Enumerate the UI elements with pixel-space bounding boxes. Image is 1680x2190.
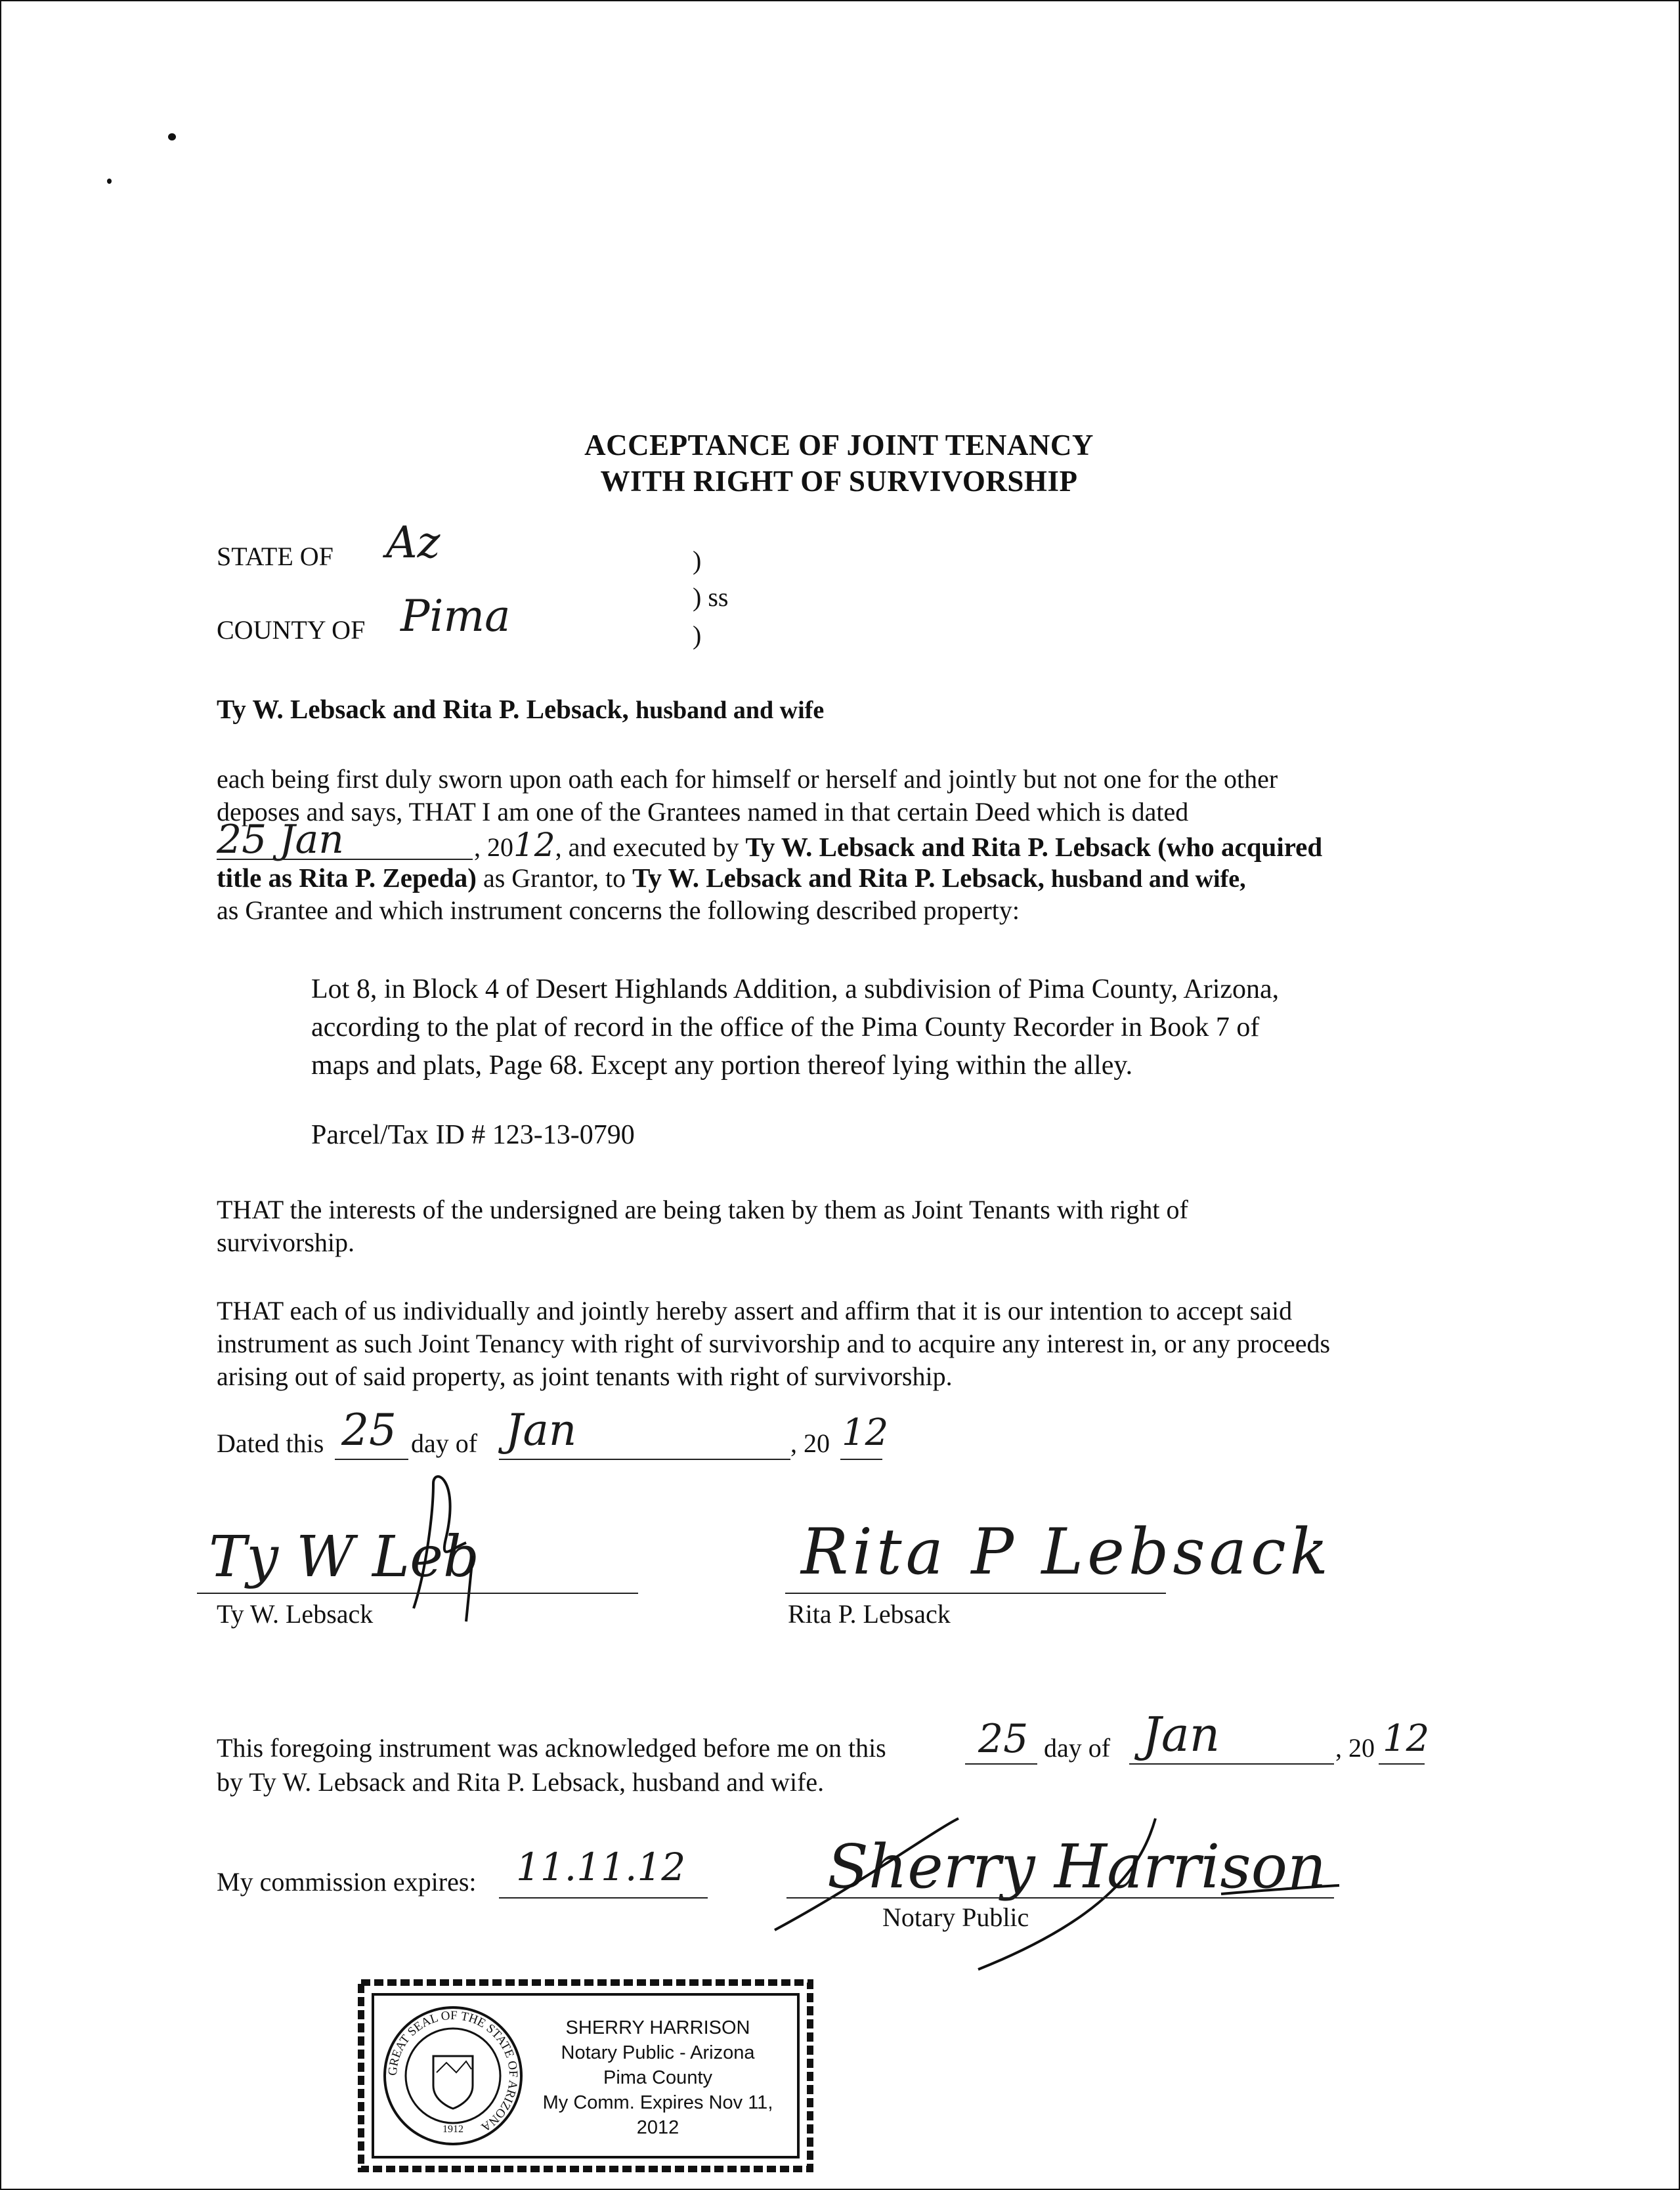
- title-acquired-as: title as Rita P. Zepeda): [217, 863, 477, 893]
- clause2-line-2: instrument as such Joint Tenancy with right of survivorship and to acquire any interest in, or any proceeds: [217, 1329, 1331, 1358]
- property-line-2: according to the plat of record in the office of the Pima County Recorder in Book 7 of: [311, 1012, 1260, 1042]
- body-line-1: each being first duly sworn upon oath each for himself or herself and jointly but not one for the other: [217, 764, 1278, 794]
- stamp-notary-title: Notary Public - Arizona: [561, 2042, 755, 2063]
- venue-paren-bottom: ): [693, 620, 702, 650]
- arizona-seal: [381, 2004, 525, 2148]
- stamp-county: Pima County: [603, 2067, 712, 2088]
- dated-day-handwritten: 25: [341, 1405, 397, 1455]
- ack-year-underline: [1379, 1763, 1425, 1765]
- ack-day-of: day of: [1044, 1733, 1111, 1763]
- clause1-line-2: survivorship.: [217, 1228, 355, 1257]
- property-line-3: maps and plats, Page 68. Except any portion thereof lying within the alley.: [311, 1050, 1133, 1081]
- parties-names: Ty W. Lebsack and Rita P. Lebsack,: [217, 694, 629, 724]
- body-line-2: deposes and says, THAT I am one of the Grantees named in that certain Deed which is dated: [217, 797, 1189, 827]
- rita-signature: Rita P Lebsack: [801, 1515, 1332, 1589]
- deed-date-handwritten: 25 Jan: [217, 817, 344, 863]
- ty-signature-line: [197, 1593, 638, 1594]
- clause2-line-1: THAT each of us individually and jointly hereby assert and affirm that it is our intention to accept said: [217, 1296, 1293, 1325]
- ack-month-underline: [1129, 1763, 1334, 1765]
- notary-public-label: Notary Public: [882, 1902, 1029, 1932]
- body-line-3: [217, 817, 344, 866]
- body-line-5: as Grantee and which instrument concerns the following described property:: [217, 895, 1020, 925]
- notary-signature-flourish: [762, 1805, 1352, 1976]
- ty-signature-label: Ty W. Lebsack: [217, 1599, 374, 1629]
- venue-paren-ss: ) ss: [693, 582, 729, 612]
- parties-relation: husband and wife: [635, 697, 825, 724]
- ack-line-1: This foregoing instrument was acknowledged before me on this: [217, 1733, 886, 1763]
- ty-signature-flourish: [387, 1471, 519, 1628]
- body-line-3-rest: [474, 828, 1322, 864]
- ack-day-handwritten: 25: [978, 1716, 1029, 1762]
- as-grantor-text: as Grantor, to: [483, 863, 626, 893]
- seal-year: 1912: [442, 2124, 463, 2135]
- deed-year-handwritten: 12: [513, 826, 555, 864]
- commission-date-handwritten: 11.11.12: [516, 1845, 686, 1889]
- dated-year-prefix: , 20: [790, 1428, 830, 1458]
- ack-year-handwritten: 12: [1383, 1717, 1430, 1760]
- deed-year-prefix: , 20: [474, 832, 513, 862]
- ack-month-handwritten: Jan: [1142, 1707, 1220, 1762]
- dated-day-of: day of: [411, 1428, 478, 1458]
- dated-month-handwritten: Jan: [506, 1405, 577, 1455]
- notary-signature: Sherry Harrison: [827, 1832, 1327, 1902]
- rita-signature-line: [785, 1593, 1166, 1594]
- deed-date-underline: [217, 859, 473, 860]
- parties-heading: [217, 693, 824, 726]
- dated-day-underline: [335, 1459, 408, 1460]
- executed-by-text: , and executed by: [555, 832, 739, 862]
- document-title-line2: WITH RIGHT OF SURVIVORSHIP: [600, 465, 1078, 498]
- document-title-line1: ACCEPTANCE OF JOINT TENANCY: [584, 429, 1094, 462]
- venue-paren-top: ): [693, 546, 702, 575]
- dated-month-underline: [499, 1459, 790, 1460]
- stamp-text-block: [520, 2015, 796, 2140]
- commission-label: My commission expires:: [217, 1867, 477, 1897]
- state-value-handwritten: Az: [386, 517, 441, 568]
- ty-signature: Ty W Leb: [209, 1524, 480, 1590]
- county-label: COUNTY OF: [217, 615, 366, 645]
- ack-day-underline: [965, 1763, 1037, 1765]
- stamp-expiration: My Comm. Expires Nov 11, 2012: [542, 2092, 773, 2138]
- grantor-names: Ty W. Lebsack and Rita P. Lebsack (who acquired: [745, 832, 1323, 862]
- dated-label: Dated this: [217, 1428, 324, 1458]
- grantee-names: Ty W. Lebsack and Rita P. Lebsack,: [632, 863, 1045, 893]
- notary-stamp: [356, 1977, 815, 2174]
- seal-ring-text: GREAT SEAL OF THE STATE OF ARIZONA: [385, 2008, 521, 2134]
- commission-date-underline: [499, 1897, 708, 1899]
- clause2-line-3: arising out of said property, as joint tenants with right of survivorship.: [217, 1362, 953, 1391]
- notary-signature-line: [786, 1897, 1334, 1899]
- property-line-1: Lot 8, in Block 4 of Desert Highlands Addition, a subdivision of Pima County, Arizona,: [311, 974, 1280, 1004]
- ack-line-2: by Ty W. Lebsack and Rita P. Lebsack, husband and wife.: [217, 1767, 825, 1797]
- state-label: STATE OF: [217, 542, 334, 571]
- ack-year-prefix: , 20: [1335, 1733, 1375, 1763]
- clause1-line-1: THAT the interests of the undersigned are being taken by them as Joint Tenants with right of: [217, 1195, 1188, 1224]
- body-line-4: [217, 861, 1246, 895]
- rita-signature-label: Rita P. Lebsack: [788, 1599, 951, 1629]
- scan-speck: [168, 133, 176, 140]
- parcel-id: Parcel/Tax ID # 123-13-0790: [311, 1120, 635, 1150]
- dated-year-underline: [840, 1459, 882, 1460]
- stamp-notary-name: SHERRY HARRISON: [565, 2017, 750, 2038]
- dated-year-handwritten: 12: [842, 1411, 889, 1454]
- grantee-relation: husband and wife,: [1050, 865, 1246, 893]
- county-value-handwritten: Pima: [400, 591, 511, 641]
- scan-speck: [107, 179, 112, 184]
